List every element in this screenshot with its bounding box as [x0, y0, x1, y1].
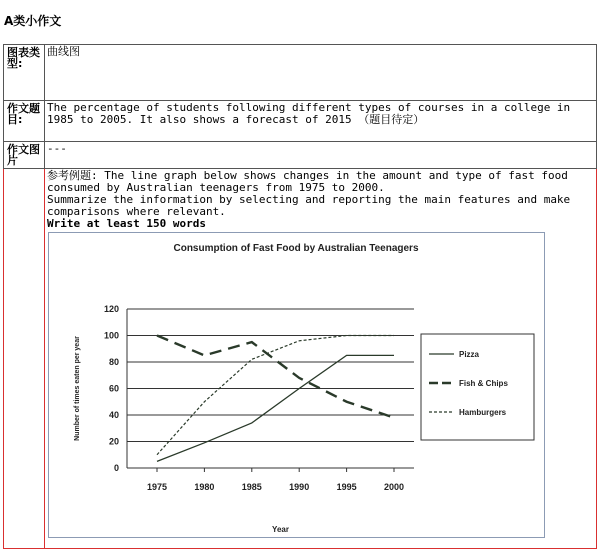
y-tick-label: 100 — [103, 330, 119, 341]
x-tick-label: 1990 — [289, 482, 310, 492]
example-instruction: Summarize the information by selecting and reporting the main features and make comparisons where relevant. — [47, 193, 571, 218]
example-cell — [45, 169, 597, 549]
y-tick-label: 60 — [108, 383, 119, 394]
chart-type-value: 曲线图 — [45, 45, 597, 101]
legend-label: Hamburgers — [459, 408, 507, 417]
y-tick-label: 20 — [108, 436, 119, 447]
y-tick-label: 120 — [103, 304, 119, 314]
word-limit: Write at least 150 words — [47, 217, 206, 230]
y-tick-label: 40 — [108, 410, 119, 420]
essay-image-value: --- — [45, 142, 597, 169]
row-label-essay-image: 作文图片 — [4, 142, 45, 169]
essay-topic-value: The percentage of students following different types of courses in a college in 1985 to 2005. It also shows a forecast of 2015 （题目待定） — [45, 101, 597, 142]
x-tick-label: 1975 — [146, 482, 168, 492]
y-tick-label: 80 — [108, 357, 119, 367]
x-tick-label: 2000 — [383, 482, 405, 492]
series-line-hamburgers — [157, 336, 394, 455]
row-label-chart-type: 图表类型: — [4, 45, 45, 101]
chart-frame — [48, 232, 545, 538]
chart-title: Consumption of Fast Food by Australian Teenagers — [173, 243, 419, 254]
x-axis-label: Year — [272, 525, 289, 534]
y-tick-label: 0 — [113, 463, 119, 473]
example-prompt: 参考例题: The line graph below shows changes in the amount and type of fast food consumed by Australian teenagers from 1975 to 2000. — [47, 169, 568, 194]
legend-label: Fish & Chips — [459, 379, 508, 388]
line-chart — [49, 233, 544, 537]
essay-info-table — [3, 44, 597, 549]
series-line-pizza — [157, 355, 394, 461]
x-tick-label: 1985 — [241, 482, 262, 492]
y-axis-label: Number of times eaten per year — [74, 336, 81, 441]
row-label-essay-topic: 作文题目: — [4, 101, 45, 142]
legend-label: Pizza — [459, 350, 480, 359]
page-heading: A类小作文 — [4, 14, 62, 28]
x-tick-label: 1995 — [336, 482, 357, 492]
x-tick-label: 1980 — [194, 482, 215, 492]
row-label-empty — [4, 169, 45, 549]
